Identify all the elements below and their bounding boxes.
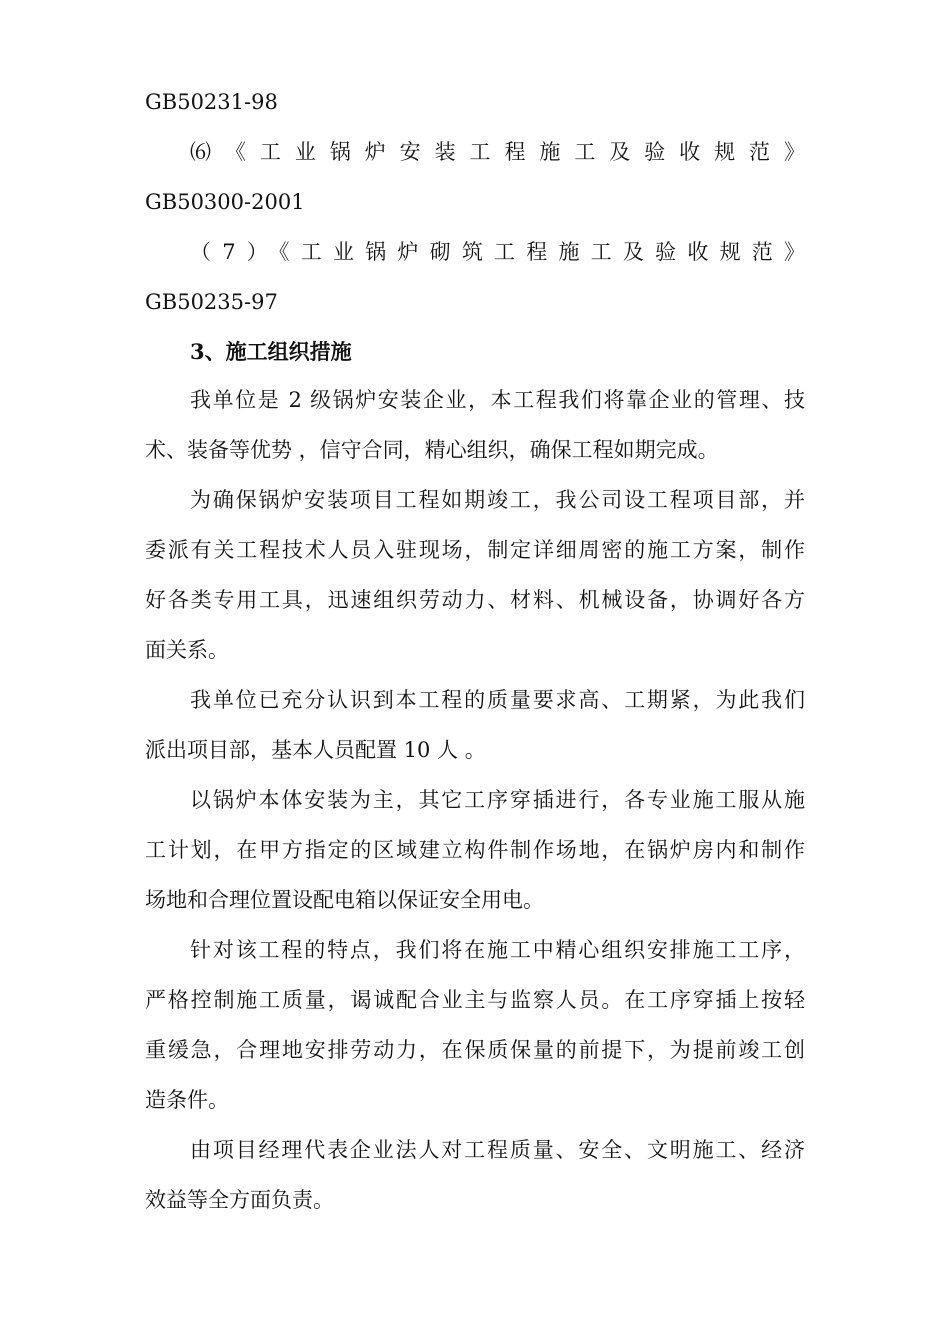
paragraph-line: 面关系。 bbox=[145, 638, 229, 662]
paragraph-line: 我单位是 2 级锅炉安装企业，本工程我们将靠企业的管理、技 bbox=[190, 388, 805, 412]
paragraph-line: 派出项目部，基本人员配置 10 人 。 bbox=[145, 738, 486, 762]
paragraph-line: 效益等全方面负责。 bbox=[145, 1188, 334, 1212]
paragraph-line: 由项目经理代表企业法人对工程质量、安全、文明施工、经济 bbox=[190, 1138, 805, 1162]
paragraph-line: 好各类专用工具，迅速组织劳动力、材料、机械设备，协调好各方 bbox=[145, 588, 805, 612]
paragraph-line: 重缓急，合理地安排劳动力，在保质保量的前提下，为提前竣工创 bbox=[145, 1038, 805, 1062]
paragraph-line: 造条件。 bbox=[145, 1088, 229, 1112]
paragraph-line: 针对该工程的特点，我们将在施工中精心组织安排施工工序， bbox=[190, 938, 805, 962]
paragraph-line: 以锅炉本体安装为主，其它工序穿插进行，各专业施工服从施 bbox=[190, 788, 805, 812]
standard-code-line: GB50231-98 bbox=[145, 90, 278, 114]
section-heading: 3、施工组织措施 bbox=[190, 339, 352, 364]
paragraph-line: 委派有关工程技术人员入驻现场，制定详细周密的施工方案，制作 bbox=[145, 538, 805, 562]
paragraph-line: 严格控制施工质量，谒诚配合业主与监察人员。在工序穿插上按轻 bbox=[145, 988, 805, 1012]
paragraph-line: 场地和合理位置设配电箱以保证安全用电。 bbox=[145, 888, 544, 912]
standard-title-line: （7）《工业锅炉砌筑工程施工及验收规范》 bbox=[190, 240, 805, 264]
standard-code-line: GB50300-2001 bbox=[145, 190, 305, 214]
paragraph-line: 工计划，在甲方指定的区域建立构件制作场地，在锅炉房内和制作 bbox=[145, 838, 805, 862]
paragraph-line: 术、装备等优势 ，信守合同，精心组织，确保工程如期完成。 bbox=[145, 438, 719, 462]
paragraph-line: 我单位已充分认识到本工程的质量要求高、工期紧，为此我们 bbox=[190, 688, 805, 712]
paragraph-line: 为确保锅炉安装项目工程如期竣工，我公司设工程项目部，并 bbox=[190, 488, 805, 512]
standard-title-line: ⑹《工业锅炉安装工程施工及验收规范》 bbox=[190, 140, 805, 164]
standard-code-line: GB50235-97 bbox=[145, 290, 278, 314]
